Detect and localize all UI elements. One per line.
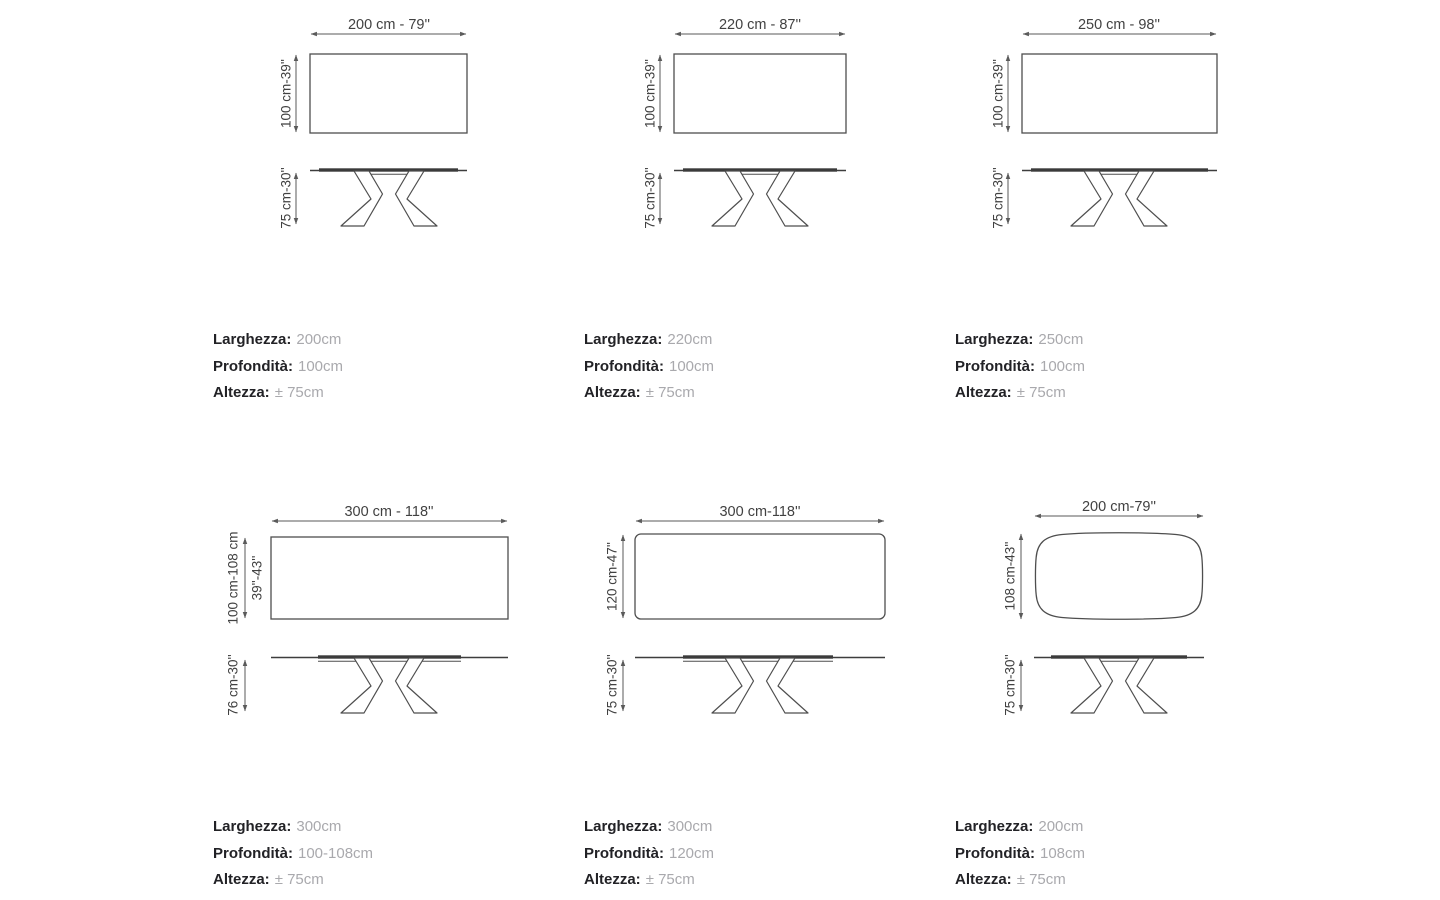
- tabletop-top-view: [310, 54, 467, 133]
- spec-label-altezza: Altezza:: [584, 384, 641, 402]
- height-dim-label: 75 cm-30'': [990, 167, 1006, 229]
- width-dim-label: 300 cm-118'': [719, 504, 801, 520]
- spec-label-altezza: Altezza:: [955, 871, 1012, 889]
- panel-2-drawing: [570, 10, 950, 240]
- table-leg-left: [712, 658, 754, 713]
- spec-larghezza: [584, 330, 884, 357]
- spec-label-altezza: Altezza:: [213, 384, 270, 402]
- spec-value-altezza: ± 75cm: [1016, 871, 1066, 889]
- spec-altezza: [955, 383, 1255, 410]
- spec-label-larghezza: Larghezza:: [213, 818, 292, 835]
- spec-label-larghezza: Larghezza:: [213, 331, 292, 348]
- tabletop-top-view: [1022, 54, 1217, 133]
- table-front-view: [1034, 655, 1204, 713]
- table-front-view: [310, 168, 467, 226]
- spec-larghezza: [955, 330, 1255, 357]
- tabletop-bar: [318, 655, 461, 658]
- table-leg-left: [712, 171, 754, 226]
- depth-dim-label: 120 cm-47'': [604, 542, 620, 611]
- spec-label-profondita: Profondità:: [584, 844, 664, 862]
- spec-value-altezza: ± 75cm: [645, 871, 695, 889]
- spec-profondita: [213, 357, 513, 384]
- tabletop-top-view: [635, 534, 885, 619]
- table-leg-right: [396, 658, 438, 713]
- spec-altezza: [584, 870, 884, 897]
- spec-profondita: [955, 357, 1255, 384]
- table-front-view: [271, 655, 508, 713]
- tabletop-top-view: [674, 54, 846, 133]
- width-dim-label: 200 cm - 79'': [347, 17, 431, 33]
- panel-3: [929, 10, 1309, 240]
- spec-value-larghezza: 200cm: [1038, 818, 1084, 835]
- table-leg-left: [1071, 171, 1113, 226]
- panel-1-drawing: [199, 10, 579, 240]
- panel-6-drawing: [929, 490, 1309, 730]
- depth-dim-label: 100 cm-39'': [990, 59, 1006, 128]
- panel-4: [199, 490, 579, 730]
- spec-label-larghezza: Larghezza:: [955, 331, 1034, 348]
- depth-dim-label-cm: 100 cm-108 cm: [225, 531, 241, 625]
- spec-value-altezza: ± 75cm: [274, 871, 324, 889]
- height-dim-label: 75 cm-30'': [278, 167, 294, 229]
- spec-altezza: [955, 870, 1255, 897]
- spec-profondita: [584, 844, 884, 871]
- spec-altezza: [584, 383, 884, 410]
- table-front-view: [1022, 168, 1217, 226]
- table-front-view: [674, 168, 846, 226]
- panel-1: [199, 10, 579, 240]
- table-leg-right: [767, 171, 809, 226]
- spec-value-altezza: ± 75cm: [645, 384, 695, 402]
- spec-value-profondita: 100-108cm: [298, 844, 374, 862]
- tabletop-bar: [683, 655, 833, 658]
- spec-label-altezza: Altezza:: [584, 871, 641, 889]
- spec-larghezza: [213, 330, 513, 357]
- table-leg-right: [1126, 171, 1168, 226]
- height-dim-label: 75 cm-30'': [642, 167, 658, 229]
- spec-value-larghezza: 200cm: [296, 331, 342, 348]
- spec-label-larghezza: Larghezza:: [584, 331, 663, 348]
- panel-3-drawing: [929, 10, 1309, 240]
- spec-label-larghezza: Larghezza:: [955, 818, 1034, 835]
- tabletop-top-view: [271, 537, 508, 619]
- spec-label-profondita: Profondità:: [955, 844, 1035, 862]
- spec-label-profondita: Profondità:: [213, 844, 293, 862]
- table-leg-left: [341, 171, 383, 226]
- table-leg-left: [341, 658, 383, 713]
- spec-larghezza: [955, 817, 1255, 844]
- table-leg-right: [767, 658, 809, 713]
- panel-2: [570, 10, 950, 240]
- tabletop-top-view: [1035, 533, 1202, 619]
- depth-dim-label: 100 cm-39'': [642, 59, 658, 128]
- spec-larghezza: [584, 817, 884, 844]
- width-dim-label: 200 cm-79'': [1081, 499, 1157, 515]
- table-leg-right: [396, 171, 438, 226]
- width-dim-label: 300 cm - 118'': [344, 504, 434, 520]
- tabletop-bar: [683, 168, 837, 171]
- spec-value-larghezza: 220cm: [667, 331, 713, 348]
- tabletop-bar: [1051, 655, 1187, 658]
- spec-value-profondita: 100cm: [1040, 357, 1086, 375]
- depth-dim-label: 100 cm-39'': [278, 59, 294, 128]
- spec-label-profondita: Profondità:: [955, 357, 1035, 375]
- spec-value-profondita: 100cm: [298, 357, 344, 375]
- spec-altezza: [213, 383, 513, 410]
- specs-panel-6: [955, 817, 1255, 897]
- spec-value-profondita: 108cm: [1040, 844, 1086, 862]
- spec-value-larghezza: 300cm: [296, 818, 342, 835]
- spec-value-profondita: 100cm: [669, 357, 715, 375]
- spec-value-larghezza: 250cm: [1038, 331, 1084, 348]
- table-leg-left: [1071, 658, 1113, 713]
- panel-5: [570, 490, 950, 730]
- tabletop-bar: [319, 168, 458, 171]
- spec-label-profondita: Profondità:: [213, 357, 293, 375]
- depth-dim-label-inches: 39''-43'': [249, 555, 265, 601]
- spec-label-larghezza: Larghezza:: [584, 818, 663, 835]
- spec-value-larghezza: 300cm: [667, 818, 713, 835]
- spec-altezza: [213, 870, 513, 897]
- spec-profondita: [584, 357, 884, 384]
- panel-4-drawing: [199, 490, 579, 730]
- spec-profondita: [955, 844, 1255, 871]
- spec-profondita: [213, 844, 513, 871]
- spec-value-profondita: 120cm: [669, 844, 715, 862]
- table-leg-right: [1126, 658, 1168, 713]
- spec-value-altezza: ± 75cm: [274, 384, 324, 402]
- spec-label-altezza: Altezza:: [213, 871, 270, 889]
- height-dim-label: 75 cm-30'': [604, 654, 620, 716]
- panel-5-drawing: [570, 490, 950, 730]
- width-dim-label: 220 cm - 87'': [718, 17, 802, 33]
- specs-panel-4: [213, 817, 513, 897]
- table-front-view: [635, 655, 885, 713]
- panel-6: [929, 490, 1309, 730]
- depth-dim-label: 108 cm-43'': [1002, 541, 1018, 611]
- spec-label-altezza: Altezza:: [955, 384, 1012, 402]
- spec-larghezza: [213, 817, 513, 844]
- height-dim-label: 76 cm-30'': [225, 654, 241, 716]
- height-dim-label: 75 cm-30'': [1002, 654, 1018, 716]
- tabletop-bar: [1031, 168, 1208, 171]
- spec-value-altezza: ± 75cm: [1016, 384, 1066, 402]
- specs-panel-2: [584, 330, 884, 410]
- specs-panel-3: [955, 330, 1255, 410]
- spec-label-profondita: Profondità:: [584, 357, 664, 375]
- specs-panel-5: [584, 817, 884, 897]
- specs-panel-1: [213, 330, 513, 410]
- width-dim-label: 250 cm - 98'': [1077, 17, 1161, 33]
